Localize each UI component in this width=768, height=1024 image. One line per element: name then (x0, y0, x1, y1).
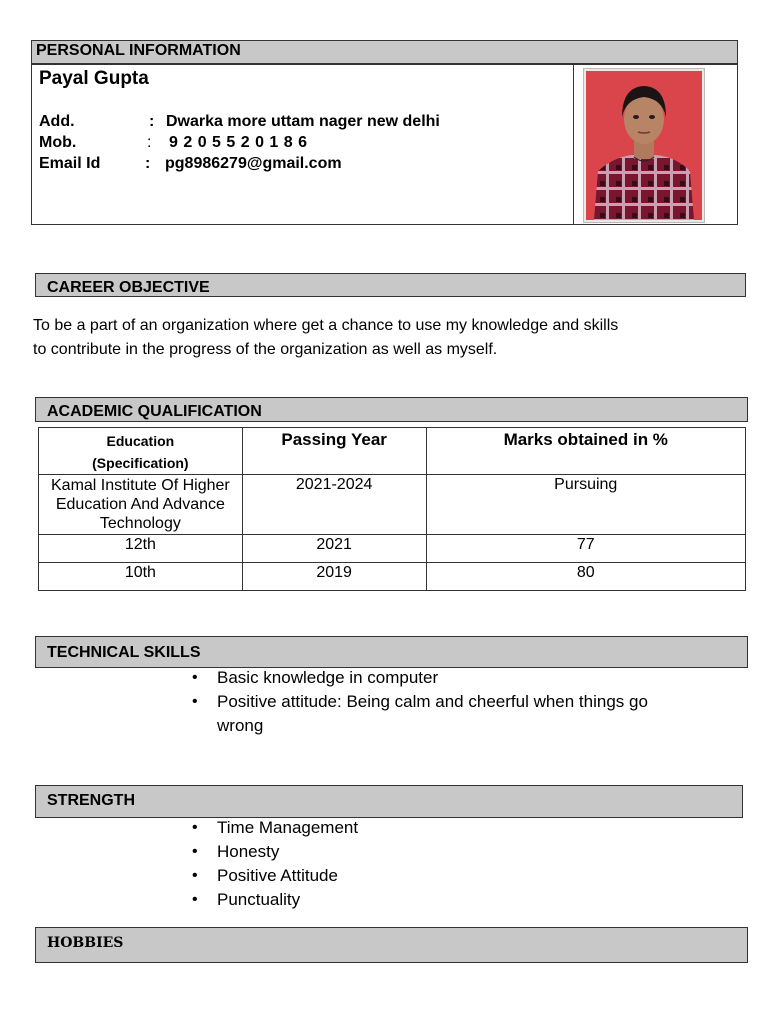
marks-cell: 80 (426, 563, 745, 591)
career-objective-heading: CAREER OBJECTIVE (35, 273, 746, 297)
marks-cell: 77 (426, 535, 745, 563)
year-cell: 2021 (242, 535, 426, 563)
marks-column-header: Marks obtained in % (426, 428, 745, 475)
email-value: pg8986279@gmail.com (165, 155, 342, 172)
table-row (39, 563, 746, 591)
table-header-row (39, 428, 746, 475)
marks-cell: Pursuing (426, 475, 745, 535)
photo-divider (573, 64, 574, 225)
address-separator: : (149, 113, 155, 130)
candidate-name: Payal Gupta (39, 68, 149, 89)
education-header-line2: (Specification) (92, 455, 189, 471)
profile-photo (583, 68, 705, 223)
education-cell: Kamal Institute Of Higher Education And Advance Technology (39, 475, 243, 535)
list-item: • Positive Attitude (192, 864, 662, 888)
strength-list (192, 816, 662, 912)
table-row (39, 475, 746, 535)
academic-qualification-heading: ACADEMIC QUALIFICATION (35, 397, 748, 422)
mobile-label: Mob. (39, 134, 77, 151)
list-item: • Positive attitude: Being calm and cheerful when things go wrong (192, 690, 662, 738)
mobile-value: 9 2 0 5 5 2 0 1 8 6 (169, 134, 308, 151)
academic-qualification-table (38, 427, 746, 591)
list-item: • Honesty (192, 840, 662, 864)
address-value: Dwarka more uttam nager new delhi (166, 113, 440, 130)
year-cell: 2021-2024 (242, 475, 426, 535)
email-separator: : (145, 155, 151, 172)
year-cell: 2019 (242, 563, 426, 591)
list-item: • Punctuality (192, 888, 662, 912)
strength-heading: STRENGTH (35, 785, 743, 818)
career-objective-text: To be a part of an organization where get a chance to use my knowledge and skills to contribute in the progress of the organization as well as myself. (33, 317, 619, 358)
education-cell: 10th (39, 563, 243, 591)
personal-information-heading: PERSONAL INFORMATION (31, 40, 738, 64)
technical-skills-list (192, 666, 662, 738)
table-row (39, 535, 746, 563)
technical-skills-heading: TECHNICAL SKILLS (35, 636, 748, 668)
education-column-header (39, 428, 243, 475)
address-label: Add. (39, 113, 75, 130)
mobile-separator: : (147, 134, 152, 151)
list-item: • Basic knowledge in computer (192, 666, 662, 690)
education-cell: 12th (39, 535, 243, 563)
profile-photo-image (584, 69, 704, 222)
list-item: • Time Management (192, 816, 662, 840)
passing-year-column-header: Passing Year (242, 428, 426, 475)
hobbies-heading: HOBBIES (35, 927, 748, 963)
email-label: Email Id (39, 155, 101, 172)
education-header-line1: Education (106, 433, 175, 449)
